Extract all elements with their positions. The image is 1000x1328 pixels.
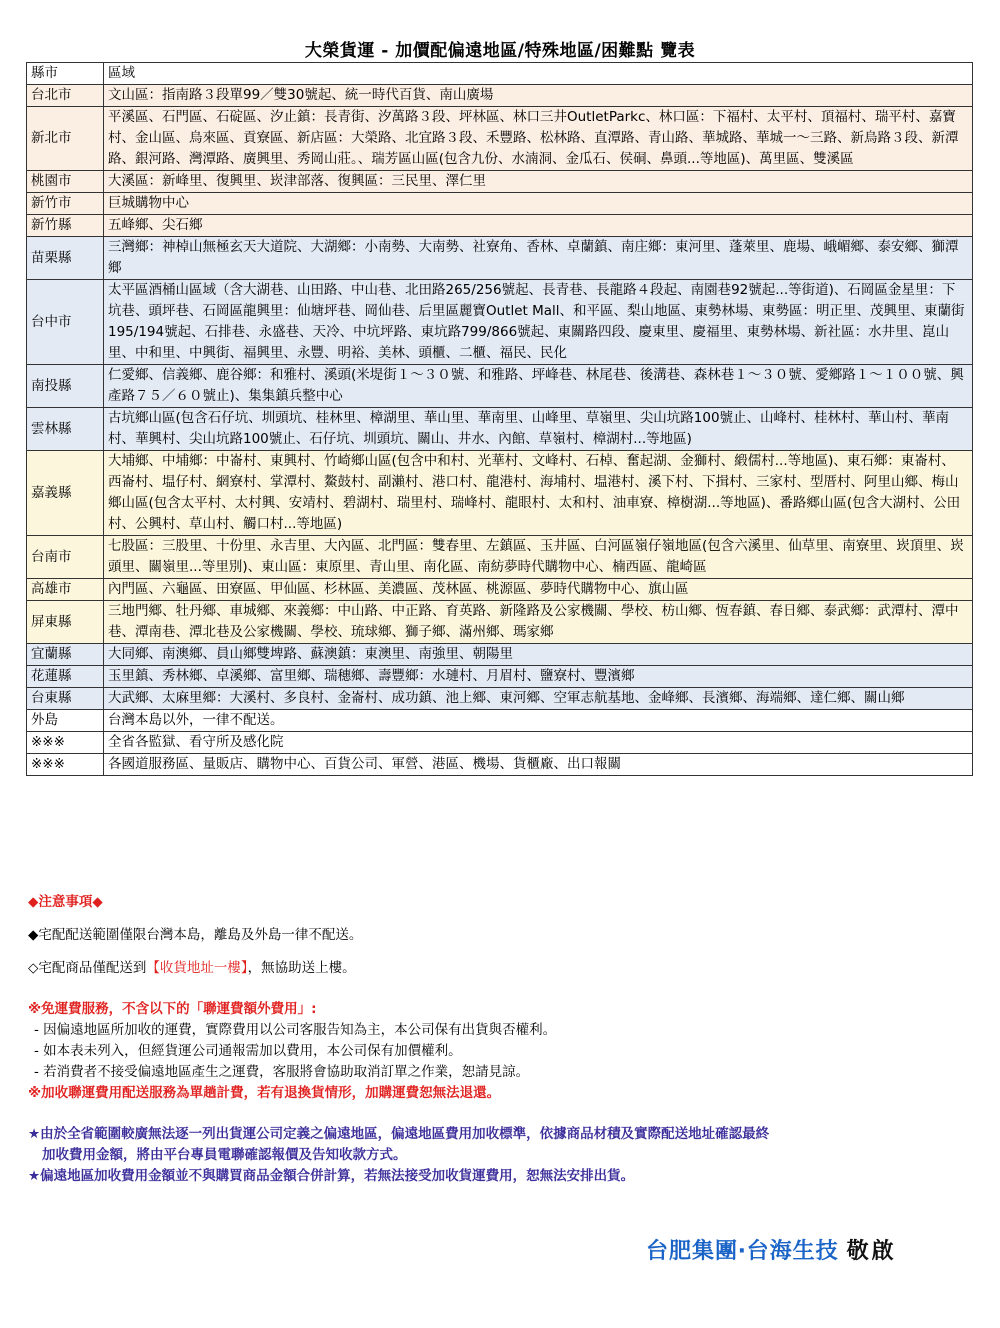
table-row <box>27 754 973 776</box>
fee-warning: ※加收聯運費用配送服務為單趟計費，若有退換貨情形，加購運費恕無法退還。 <box>28 1085 501 1101</box>
county-cell: 花蓮縣 <box>27 666 104 688</box>
table-row <box>27 193 973 215</box>
county-cell: 屏東縣 <box>27 601 104 644</box>
county-cell: 南投縣 <box>27 365 104 408</box>
table-row <box>27 644 973 666</box>
table-row <box>27 171 973 193</box>
fee-item: - 如本表未列入，但經貨運公司通報需加以費用，本公司保有加價權利。 <box>34 1043 462 1059</box>
table-row <box>27 107 973 171</box>
region-cell: 七股區：三股里、十份里、永吉里、大內區、北門區：雙春里、左鎮區、玉井區、白河區嶺仔嶺地區(包含六溪里、仙草里、南寮里、崁頂里、崁頭里、關嶺里...等里別)、東山區：東原里、青山里、南化區、南紡夢時代購物中心、楠西區、龍崎區 <box>104 536 973 579</box>
note-delivery-scope: ◆宅配配送範圍僅限台灣本島，離島及外島一律不配送。 <box>28 927 363 943</box>
note-first-floor <box>28 958 968 979</box>
county-cell: 新竹市 <box>27 193 104 215</box>
county-cell: 台東縣 <box>27 688 104 710</box>
table-row <box>27 85 973 107</box>
county-cell: 雲林縣 <box>27 408 104 451</box>
county-cell: 桃園市 <box>27 171 104 193</box>
county-cell: 苗栗縣 <box>27 237 104 280</box>
county-cell: 嘉義縣 <box>27 451 104 536</box>
county-cell: 台中市 <box>27 280 104 365</box>
signature-regards: 敬啟 <box>846 1239 897 1264</box>
region-cell: 文山區：指南路３段單99／雙30號起、統一時代百貨、南山廣場 <box>104 85 973 107</box>
table-row <box>27 601 973 644</box>
table-row <box>27 666 973 688</box>
table-row <box>27 408 973 451</box>
region-cell: 古坑鄉山區(包含石仔坑、圳頭坑、桂林里、樟湖里、華山里、華南里、山峰里、草嶺里、尖山坑路100號止、山峰村、桂林村、華山村、華南村、華興村、尖山坑路100號止、石仔坑、圳頭坑、關山、井水、內館、草嶺村、樟湖村...等地區) <box>104 408 973 451</box>
star-note-1-continued: 加收費用金額，將由平台專員電聯確認報價及告知收款方式。 <box>42 1147 407 1163</box>
region-cell: 三地門鄉、牡丹鄉、車城鄉、來義鄉：中山路、中正路、育英路、新隆路及公家機關、學校、枋山鄉、恆春鎮、春日鄉、泰武鄉：武潭村、潭中巷、潭南巷、潭北巷及公家機關、學校、琉球鄉、獅子鄉、滿州鄉、瑪家鄉 <box>104 601 973 644</box>
header-region: 區域 <box>104 63 973 85</box>
table-row <box>27 536 973 579</box>
region-cell: 大同鄉、南澳鄉、員山鄉雙埤路、蘇澳鎮：東澳里、南強里、朝陽里 <box>104 644 973 666</box>
star-note-2: ★偏遠地區加收費用金額並不與購買商品金額合併計算，若無法接受加收貨運費用，恕無法安排出貨。 <box>28 1168 635 1184</box>
county-cell: 高雄市 <box>27 579 104 601</box>
fee-item: - 因偏遠地區所加收的運費，實際費用以公司客服告知為主，本公司保有出貨與否權利。 <box>34 1022 557 1038</box>
table-row <box>27 451 973 536</box>
county-cell: 台北市 <box>27 85 104 107</box>
region-cell: 平溪區、石門區、石碇區、汐止鎮：長青街、汐萬路３段、坪林區、林口三井OutletParkc、林口區：下福村、太平村、頂福村、瑞平村、嘉寶村、金山區、烏來區、貢寮區、新店區：大榮路、北宜路３段、禾豐路、松林路、直潭路、青山路、華城路、華城一～三路、新烏路３段、新潭路、銀河路、灣潭路、廣興里、秀岡山莊。、瑞芳區山區(包含九份、水湳洞、金瓜石、侯硐、鼻頭...等地區)、萬里區、雙溪區 <box>104 107 973 171</box>
table-row <box>27 280 973 365</box>
table-row <box>27 237 973 280</box>
region-cell: 大武鄉、太麻里鄉：大溪村、多良村、金崙村、成功鎮、池上鄉、東河鄉、空軍志航基地、金峰鄉、長濱鄉、海端鄉、達仁鄉、關山鄉 <box>104 688 973 710</box>
region-cell: 巨城購物中心 <box>104 193 973 215</box>
signature <box>646 1234 897 1265</box>
county-cell: ※※※ <box>27 732 104 754</box>
table-header-row <box>27 63 973 85</box>
county-cell: 台南市 <box>27 536 104 579</box>
notes-section <box>28 892 968 1187</box>
page-title: 大榮貨運 - 加價配偏遠地區/特殊地區/困難點 覽表 <box>304 41 696 61</box>
region-cell: 大埔鄉、中埔鄉：中崙村、東興村、竹崎鄉山區(包含中和村、光華村、文峰村、石棹、奮起湖、金獅村、緞儒村...等地區)、東石鄉：東崙村、西崙村、塭仔村、網寮村、掌潭村、鰲鼓村、副瀨村、港口村、龍港村、海埔村、塭港村、溪下村、下揖村、三家村、型厝村、阿里山鄉、梅山鄉山區(包含太平村、太村興、安靖村、碧湖村、瑞里村、瑞峰村、龍眼村、太和村、油車寮、樟樹湖...等地區)、番路鄉山區(包含大湖村、公田村、公興村、草山村、觸口村...等地區) <box>104 451 973 536</box>
region-cell: 三灣鄉：神棹山無極玄天大道院、大湖鄉：小南勢、大南勢、社寮角、香林、卓蘭鎮、南庄鄉：東河里、蓬萊里、鹿場、峨嵋鄉、泰安鄉、獅潭鄉 <box>104 237 973 280</box>
region-cell: 玉里鎮、秀林鄉、卓溪鄉、富里鄉、瑞穗鄉、壽豐鄉：水璉村、月眉村、鹽寮村、豐濱鄉 <box>104 666 973 688</box>
table-row <box>27 710 973 732</box>
header-county: 縣市 <box>27 63 104 85</box>
note-first-floor-suffix: ，無協助送上樓。 <box>247 960 356 976</box>
region-cell: 各國道服務區、量販店、購物中心、百貨公司、軍營、港區、機場、貨櫃廠、出口報關 <box>104 754 973 776</box>
county-cell: 新竹縣 <box>27 215 104 237</box>
county-cell: 外島 <box>27 710 104 732</box>
region-cell: 台灣本島以外，一律不配送。 <box>104 710 973 732</box>
region-cell: 仁愛鄉、信義鄉、鹿谷鄉：和雅村、溪頭(米堤街１～３０號、和雅路、坪峰巷、林尾巷、後溝巷、森林巷１～３０號、愛鄉路１～１００號、興產路７５／６０號止)、集集鎮兵整中心 <box>104 365 973 408</box>
signature-brand: 台肥集團‧台海生技 <box>646 1239 839 1264</box>
county-cell: ※※※ <box>27 754 104 776</box>
note-first-floor-highlight: 【收貨地址一樓】 <box>146 960 248 976</box>
fee-heading: ※免運費服務，不含以下的「聯運費額外費用」: <box>28 1001 317 1017</box>
fee-item: - 若消費者不接受偏遠地區產生之運費，客服將會協助取消訂單之作業，恕請見諒。 <box>34 1064 530 1080</box>
note-first-floor-prefix: ◇宅配商品僅配送到 <box>28 960 147 976</box>
remote-area-table <box>26 62 973 776</box>
region-cell: 全省各監獄、看守所及感化院 <box>104 732 973 754</box>
table-row <box>27 579 973 601</box>
notes-heading: ◆注意事項◆ <box>28 894 103 910</box>
region-cell: 太平區酒桶山區域（含大湖巷、山田路、中山巷、北田路265/256號起、長青巷、長龍路４段起、南園巷92號起...等街道)、石岡區金星里：下坑巷、頭坪巷、石岡區龍興里：仙塘坪巷、岡仙巷、后里區麗寶Outlet Mall、和平區、梨山地區、東勢林場、東勢區：明正里、茂興里、東蘭街195/194號起、石排巷、永盛巷、天冷、中坑坪路、東坑路799/866號起、東關路四段、慶東里、慶福里、東勢林場、新社區：水井里、崑山里、中和里、中興街、福興里、永豐、明裕、美林、頭櫃、二櫃、福民、民化 <box>104 280 973 365</box>
region-cell: 內門區、六龜區、田寮區、甲仙區、杉林區、美濃區、茂林區、桃源區、夢時代購物中心、旗山區 <box>104 579 973 601</box>
table-row <box>27 688 973 710</box>
region-cell: 五峰鄉、尖石鄉 <box>104 215 973 237</box>
table-row <box>27 215 973 237</box>
star-note-1: ★由於全省範圍較廣無法逐一列出貨運公司定義之偏遠地區，偏遠地區費用加收標準，依據商品材積及實際配送地址確認最終 <box>28 1126 770 1142</box>
table-row <box>27 365 973 408</box>
county-cell: 宜蘭縣 <box>27 644 104 666</box>
county-cell: 新北市 <box>27 107 104 171</box>
table-row <box>27 732 973 754</box>
region-cell: 大溪區：新峰里、復興里、崁津部落、復興區：三民里、澤仁里 <box>104 171 973 193</box>
